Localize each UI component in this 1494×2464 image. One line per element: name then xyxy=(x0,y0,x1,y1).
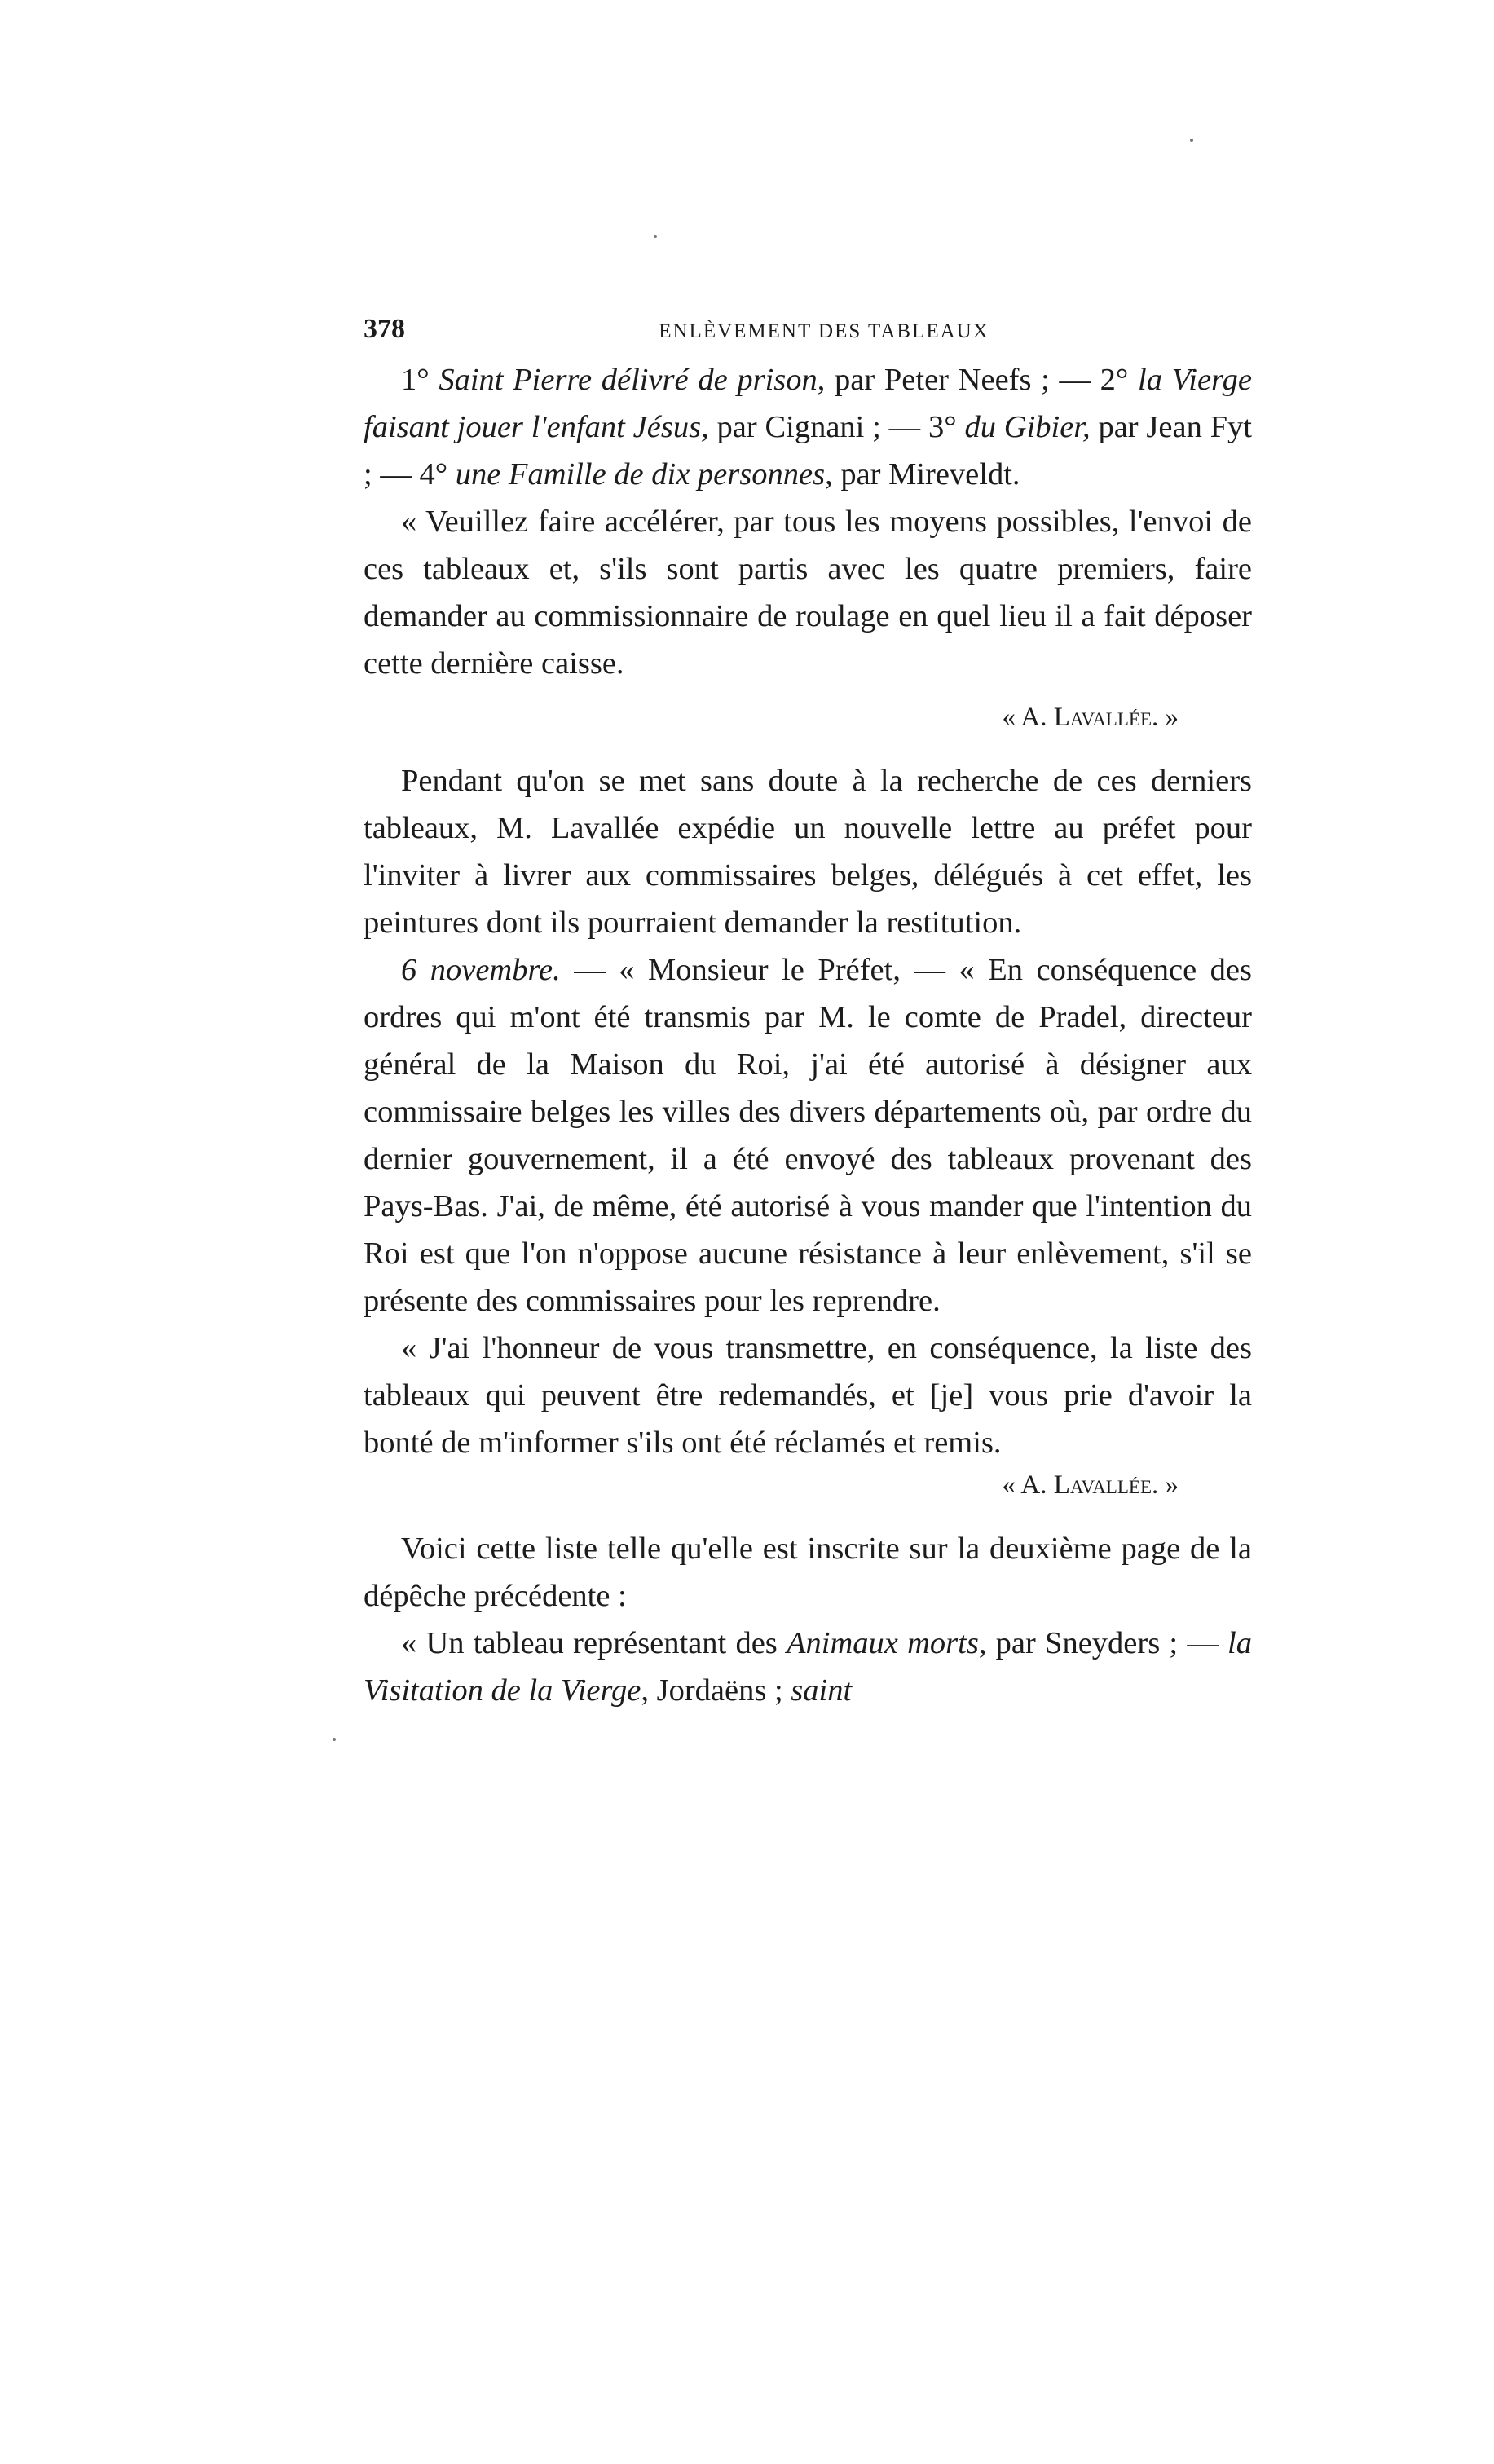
paragraph-letter-prefet: 6 novembre. — « Monsieur le Préfet, — « En conséquence des ordres qui m'ont été transmis par M. le comte de Pradel, directeur général de la Maison du Roi, j'ai été autorisé à désigner aux commissaire belges les villes des divers départements où, par ordre du dernier gouvernement, il a été envoyé des tableaux provenant des Pays-Bas. J'ai, de même, été autorisé à vous mander que l'intention du Roi est que l'on n'oppose aucune résistance à leur enlèvement, s'il se présente des commissaires pour les reprendre. xyxy=(364,953,1253,1318)
page-number: 378 xyxy=(364,314,405,344)
paragraph-list-intro: Voici cette liste telle qu'elle est inscrite sur la deuxième page de la dépêche précédente : xyxy=(364,1532,1252,1613)
margin-speck xyxy=(1190,139,1193,142)
painting-title: saint xyxy=(791,1673,853,1708)
painting-title: la Visitation de la Vierge xyxy=(364,1626,1252,1708)
signature: « A. Lavallée. » xyxy=(1002,703,1179,732)
paragraph-letter-request: « Veuillez faire accélérer, par tous les moyens possibles, l'envoi de ces tableaux et, s'ils sont partis avec les quatre premiers, faire demander au commissionnaire de roulage en quel lieu il a fait déposer cette dernière caisse. xyxy=(364,505,1252,681)
painting-title: Animaux morts xyxy=(787,1626,979,1660)
paragraph-narrative: Pendant qu'on se met sans doute à la recherche de ces derniers tableaux, M. Lavallée expédie un nouvelle lettre au préfet pour l'inviter à livrer aux commissaires belges, délégués à cet effet, les peintures dont ils pourraient demander la restitution. xyxy=(364,764,1252,940)
paragraph-letter-closing: « J'ai l'honneur de vous transmettre, en conséquence, la liste des tableaux qui peuvent être redemandés, et [je] vous prie d'avoir la bonté de m'informer s'ils ont été réclamés et remis. xyxy=(364,1331,1252,1460)
letter-date: 6 novembre. xyxy=(401,953,561,987)
running-title: ENLÈVEMENT DES TABLEAUX xyxy=(659,320,989,342)
painting-title: Saint Pierre délivré de prison xyxy=(439,363,818,397)
page-header xyxy=(364,314,1252,356)
painting-title: du Gibier, xyxy=(964,410,1091,444)
signature: « A. Lavallée. » xyxy=(1002,1470,1179,1500)
margin-speck xyxy=(333,1738,336,1741)
painting-title: la Vierge faisant jouer l'enfant Jésus, xyxy=(364,363,1252,444)
paragraph-list-items: « Un tableau représentant des Animaux morts, par Sneyders ; — la Visitation de la Vierge, Jordaëns ; saint xyxy=(364,1626,1252,1708)
body-text xyxy=(364,356,1252,1714)
book-page xyxy=(364,314,1252,1714)
margin-speck xyxy=(654,235,657,238)
painting-title: une Famille de dix personnes xyxy=(455,457,826,491)
paragraph-painting-list: 1° Saint Pierre délivré de prison, par Peter Neefs ; — 2° la Vierge faisant jouer l'enfant Jésus, par Cignani ; — 3° du Gibier, par Jean Fyt ; — 4° une Famille de dix personnes, par Mireveldt. xyxy=(364,363,1252,491)
